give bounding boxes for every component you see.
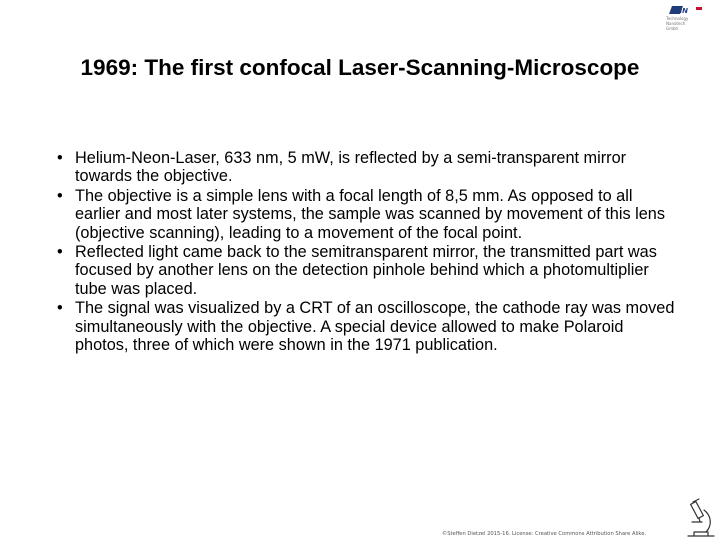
bullet-dot-icon: • [57, 299, 63, 318]
logo-brand-text: UiN [674, 7, 688, 15]
bullet-item [57, 187, 677, 242]
bullet-text: Reflected light came back to the semitransparent mirror, the transmitted part was focused by another lens on the detection pinhole behind which a photomultiplier tube was placed. [75, 243, 657, 298]
bullet-item [57, 299, 677, 354]
bullet-item [57, 149, 677, 186]
university-logo [656, 2, 716, 50]
microscope-icon [686, 496, 718, 538]
bullet-dot-icon: • [57, 149, 63, 167]
bullet-text: The objective is a simple lens with a focal length of 8,5 mm. As opposed to all earlier and most later systems, the sample was scanned by movement of this lens (objective scanning), leading to a movement of the focal point. [75, 186, 666, 242]
logo-line: Nanotech [666, 21, 686, 26]
bullet-dot-icon: • [57, 186, 63, 205]
bullet-dot-icon: • [57, 243, 63, 262]
university-logo-icon [666, 4, 706, 16]
logo-lines [666, 16, 688, 31]
bullet-list [57, 149, 677, 355]
bullet-item [57, 243, 677, 298]
bullet-text: Helium-Neon-Laser, 633 nm, 5 mW, is reflected by a semi-transparent mirror towards the objective. [75, 149, 627, 186]
logo-line: Technology [666, 16, 689, 21]
bullet-text: The signal was visualized by a CRT of an oscilloscope, the cathode ray was moved simultaneously with the objective. A special device allowed to make Polaroid photos, three of which were shown in the 1971 publication. [75, 299, 675, 355]
license-footer: ©Steffen Dietzel 2015-16. License: Creative Commons Attribution Share Alike. [442, 531, 647, 537]
logo-line: Gmbh [666, 26, 679, 31]
slide-title: 1969: The first confocal Laser-Scanning-Microscope [80, 55, 640, 80]
